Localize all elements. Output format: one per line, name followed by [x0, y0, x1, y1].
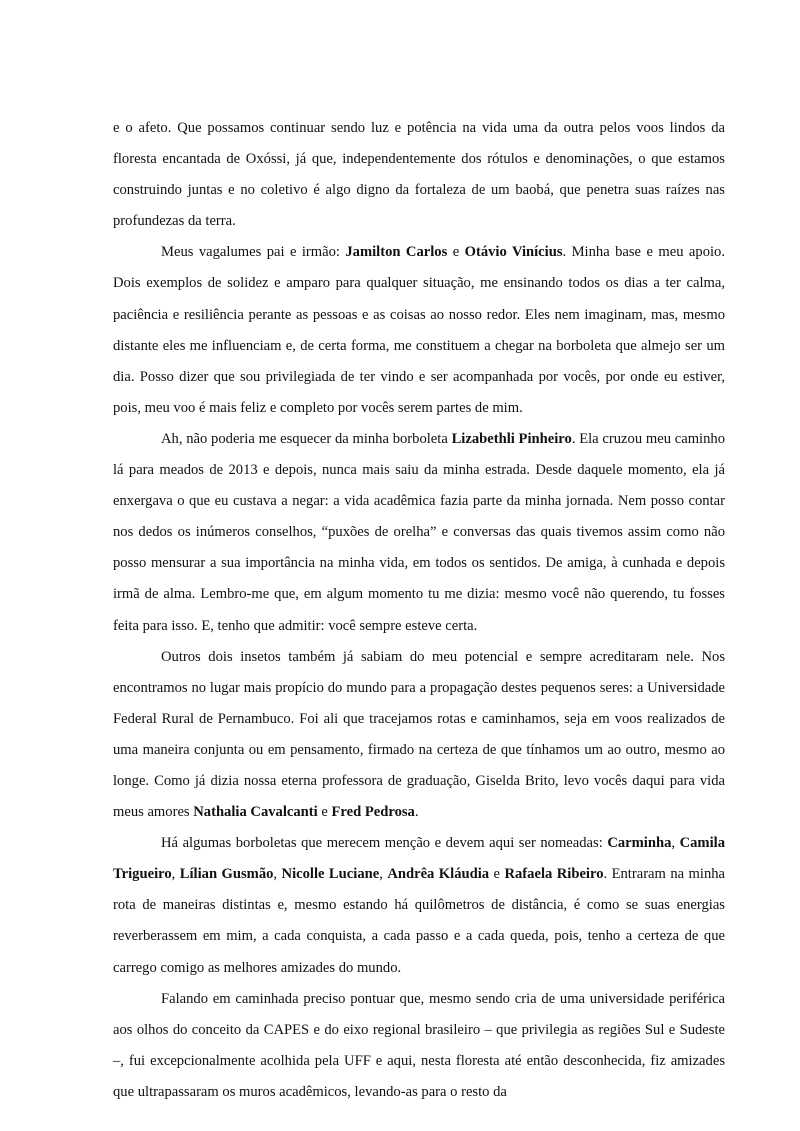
text-run: e	[447, 244, 465, 261]
bold-name: Fred Pedrosa	[331, 804, 415, 821]
bold-name: Nicolle Luciane	[281, 866, 380, 883]
bold-name: Rafaela Ribeiro	[504, 866, 604, 883]
text-run: . Entraram na minha rota de maneiras distintas e, mesmo estando há quilômetros de distância, é como se suas energias reverberassem em mim, a cada conquista, a cada passo e a cada queda, pois, tenho a certeza de que carrego comigo as melhores amizades do mundo.	[113, 866, 726, 976]
text-run: . Ela cruzou meu caminho lá para meados de 2013 e depois, nunca mais saiu da minha estrada. Desde daquele momento, ela já enxergava o que eu custava a negar: a vida acadêmica fazia parte da minha jornada. Nem posso contar nos dedos os inúmeros conselhos, “puxões de orelha” e conversas das quais tivemos assim como não posso mensurar a sua importância na minha vida, em todos os sentidos. De amiga, à cunhada e depois irmã de alma. Lembro-me que, em algum momento tu me dizia: mesmo você não querendo, tu fosses feita para isso. E, tenho que admitir: você sempre esteve certa.	[113, 430, 725, 634]
text-run: e o afeto. Que possamos continuar sendo luz e potência na vida uma da outra pelos voos lindos da floresta encantada de Oxóssi, já que, independentemente dos rótulos e denominações, o que estamos construindo juntas e no coletivo é algo digno da fortaleza de um baobá, que penetra suas raízes nas profundezas da terra.	[113, 120, 725, 230]
text-run: Há algumas borboletas que merecem menção e devem aqui ser nomeadas:	[161, 835, 608, 852]
body-text	[113, 113, 725, 1108]
text-run: Falando em caminhada preciso pontuar que, mesmo sendo cria de uma universidade periférica aos olhos do conceito da CAPES e do eixo regional brasileiro – que privilegia as regiões Sul e Sudeste –, fui excepcionalmente acolhida pela UFF e aqui, nesta floresta até então desconhecida, fiz amizades que ultrapassaram os muros acadêmicos, levando-as para o resto da	[113, 990, 725, 1100]
bold-name: Camila Trigueiro	[113, 835, 725, 883]
bold-name: Lílian Gusmão	[179, 866, 274, 883]
text-run: . Minha base e meu apoio. Dois exemplos de solidez e amparo para qualquer situação, me ensinando todos os dias a ter calma, paciência e resiliência perante as pessoas e as coisas ao nosso redor. Eles nem imaginam, mas, mesmo distante eles me influenciam e, de certa forma, me constituem a chegar na borboleta que almejo ser um dia. Posso dizer que sou privilegiada de ter vindo e ser acompanhada por vocês, por onde eu estiver, pois, meu voo é mais feliz e completo por vocês serem partes de mim.	[113, 244, 725, 416]
text-run: ,	[273, 866, 282, 883]
text-run: Outros dois insetos também já sabiam do meu potencial e sempre acreditaram nele. Nos encontramos no lugar mais propício do mundo para a propagação destes pequenos seres: a Universidade Federal Rural de Pernambuco. Foi ali que tracejamos rotas e caminhamos, seja em voos realizados de uma maneira conjunta ou em pensamento, firmado na certeza de que tínhamos um ao outro, mesmo ao longe. Como já dizia nossa eterna professora de graduação, Giselda Brito, levo vocês daqui para vida meus amores	[113, 648, 725, 821]
paragraph	[113, 984, 725, 1108]
bold-name: Jamilton Carlos	[345, 244, 448, 261]
paragraph	[113, 424, 725, 642]
bold-name: Carminha	[607, 835, 672, 852]
text-run: .	[414, 804, 419, 821]
text-run: ,	[171, 866, 180, 883]
paragraph	[113, 113, 725, 237]
text-run: ,	[671, 835, 680, 852]
text-run: e	[317, 804, 332, 821]
paragraph	[113, 237, 725, 424]
paragraph	[113, 828, 725, 983]
text-run: Ah, não poderia me esquecer da minha borboleta	[161, 430, 452, 447]
text-run: e	[489, 866, 505, 883]
bold-name: Nathalia Cavalcanti	[193, 804, 318, 821]
paragraph	[113, 642, 725, 829]
bold-name: Lizabethli Pinheiro	[451, 430, 572, 447]
bold-name: Andrêa Kláudia	[387, 866, 490, 883]
text-run: ,	[379, 866, 388, 883]
bold-name: Otávio Vinícius	[464, 244, 563, 261]
text-run: Meus vagalumes pai e irmão:	[161, 244, 346, 261]
